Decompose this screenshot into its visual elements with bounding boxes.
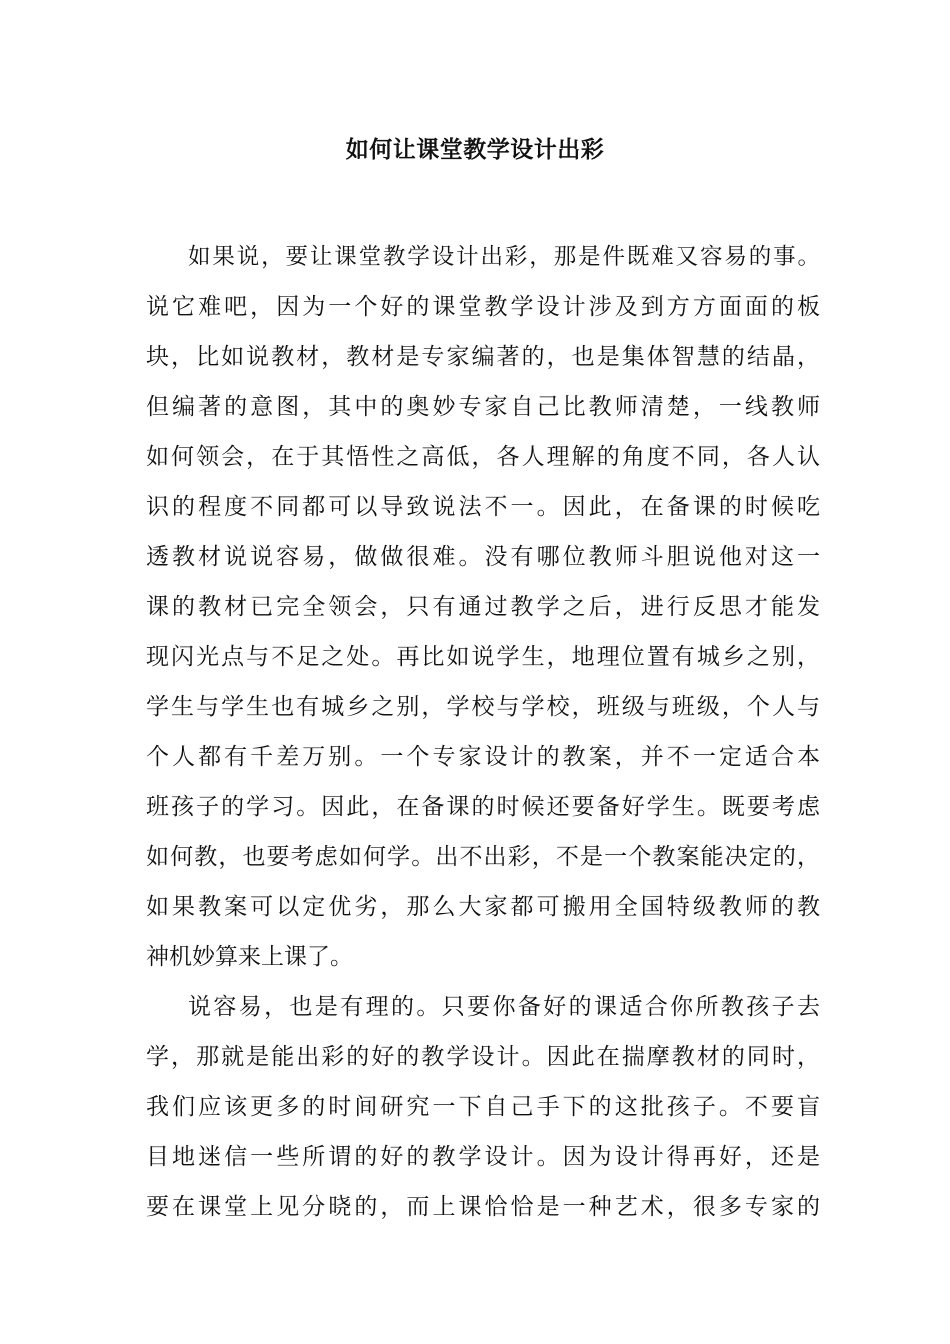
text-line: 学生与学生也有城乡之别，学校与学校，班级与班级，个人与 [146,694,820,720]
paragraph-2 [146,982,820,1232]
text-line: 但编著的意图，其中的奥妙专家自己比教师清楚，一线教师 [146,394,820,420]
text-line: 如果教案可以定优劣，那么大家都可搬用全国特级教师的教 [146,894,820,920]
text-line: 块，比如说教材，教材是专家编著的，也是集体智慧的结晶， [146,344,820,370]
text-line: 课的教材已完全领会，只有通过教学之后，进行反思才能发 [146,594,820,620]
text-line: 如果说，要让课堂教学设计出彩，那是件既难又容易的事。 [188,244,820,270]
text-line: 说它难吧，因为一个好的课堂教学设计涉及到方方面面的板 [146,294,820,320]
text-line: 说容易，也是有理的。只要你备好的课适合你所教孩子去 [188,994,820,1020]
text-line: 学，那就是能出彩的好的教学设计。因此在揣摩教材的同时， [146,1044,820,1070]
paragraph-1 [146,232,820,982]
text-line: 识的程度不同都可以导致说法不一。因此，在备课的时候吃 [146,494,820,520]
text-line: 个人都有千差万别。一个专家设计的教案，并不一定适合本 [146,744,820,770]
document-title: 如何让课堂教学设计出彩 [345,136,605,163]
document-body [146,232,820,1232]
text-line: 如何领会，在于其悟性之高低，各人理解的角度不同，各人认 [146,444,820,470]
text-line: 班孩子的学习。因此，在备课的时候还要备好学生。既要考虑 [146,794,820,820]
text-line: 神机妙算来上课了。 [146,944,353,970]
text-line: 如何教，也要考虑如何学。出不出彩，不是一个教案能决定的， [146,844,820,870]
text-line: 现闪光点与不足之处。再比如说学生，地理位置有城乡之别， [146,644,820,670]
text-line: 我们应该更多的时间研究一下自己手下的这批孩子。不要盲 [146,1094,820,1120]
text-line: 要在课堂上见分晓的，而上课恰恰是一种艺术，很多专家的 [146,1194,820,1220]
text-line: 目地迷信一些所谓的好的教学设计。因为设计得再好，还是 [146,1144,820,1170]
text-line: 透教材说说容易，做做很难。没有哪位教师斗胆说他对这一 [146,544,820,570]
